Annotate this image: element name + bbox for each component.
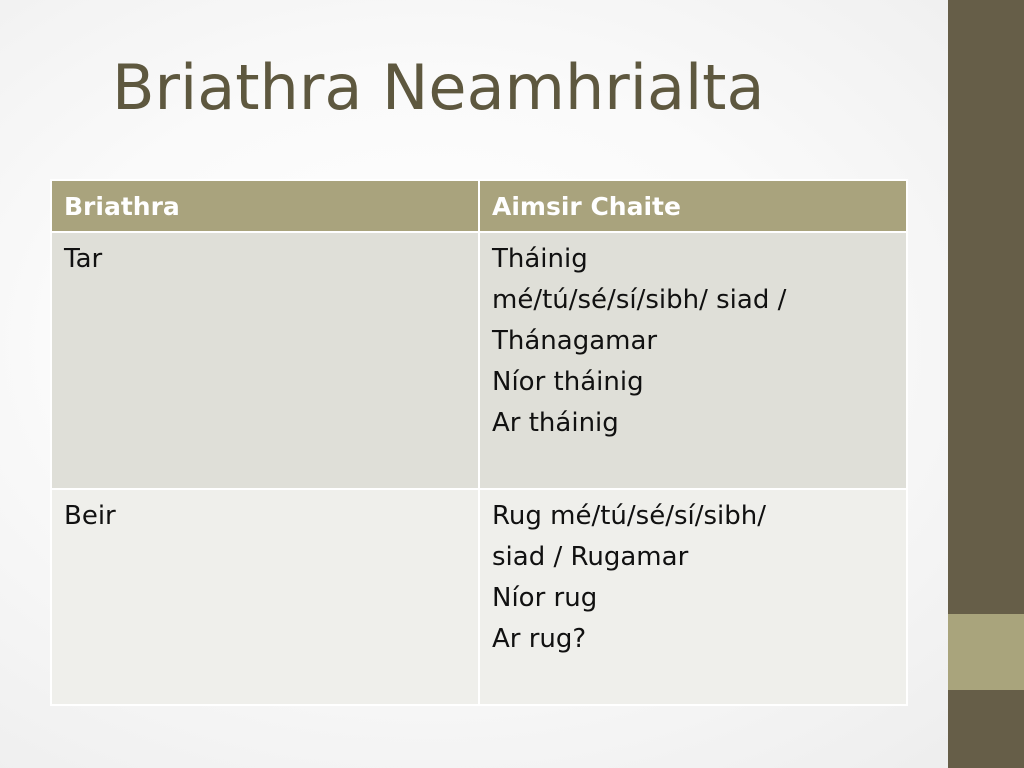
past-tense-line: Ar tháinig <box>492 408 619 438</box>
table-header-row <box>51 180 907 232</box>
past-tense-cell <box>479 232 907 489</box>
past-tense-line: Ar rug? <box>492 624 587 654</box>
past-tense-line: mé/tú/sé/sí/sibh/ siad / <box>492 285 787 315</box>
past-tense-line: Thánagamar <box>492 326 658 356</box>
verb-cell <box>51 232 479 489</box>
header-briathra: Briathra <box>51 180 479 232</box>
side-accent-block <box>948 614 1024 690</box>
past-tense-line: Tháinig <box>492 244 588 274</box>
past-tense-line: siad / Rugamar <box>492 542 689 572</box>
past-tense-line: Níor tháinig <box>492 367 644 397</box>
verb-name: Beir <box>64 501 116 531</box>
verb-name: Tar <box>64 244 103 274</box>
table-row <box>51 232 907 489</box>
slide-title: Briathra Neamhrialta <box>112 51 765 124</box>
verb-table <box>50 179 908 706</box>
past-tense-line: Rug mé/tú/sé/sí/sibh/ <box>492 501 767 531</box>
table-row <box>51 489 907 705</box>
header-aimsir-chaite: Aimsir Chaite <box>479 180 907 232</box>
verb-cell <box>51 489 479 705</box>
past-tense-line: Níor rug <box>492 583 598 613</box>
past-tense-cell <box>479 489 907 705</box>
